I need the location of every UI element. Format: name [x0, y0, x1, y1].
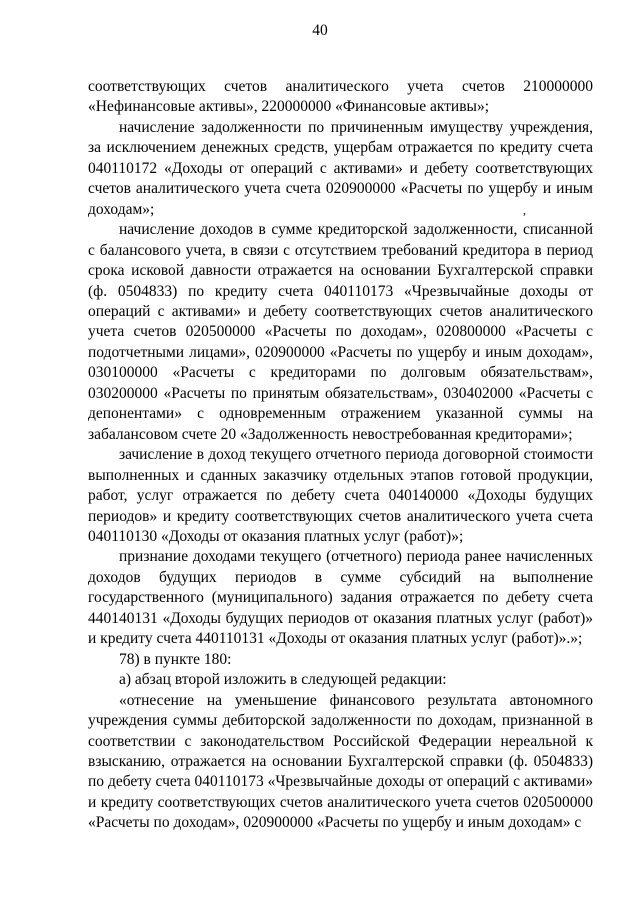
sub-item-a: а) абзац второй изложить в следующей редакции: — [119, 671, 447, 689]
paragraph: зачисление в доход текущего отчетного периода договорной стоимости выполненных и сданных заказчику отдельных этапов готовой продукции, работ, услуг отражается по дебету счета 040140000 «Доходы будущих периодов» и кредиту соответствующих счетов аналитического учета счета 040110130 «Доходы от оказания платных услуг (работ)»; — [88, 446, 593, 545]
document-body — [88, 77, 593, 834]
page-number: 40 — [312, 22, 328, 39]
list-item-78: 78) в пункте 180: — [119, 650, 232, 668]
quoted-paragraph: «отнесение на уменьшение финансового результата автономного учреждения суммы дебиторской задолженности по доходам, признанной в соответствии с законодательством Российской Федерации нереальной к взысканию, отражается на основании Бухгалтерской справки (ф. 0504833) по дебету счета 040110173 «Чрезвычайные доходы от операций с активами» и кредиту соответствующих счетов аналитического учета счетов 020500000 «Расчеты по доходам», 020900000 «Расчеты по ущербу и иным доходам» с — [88, 691, 593, 832]
paragraph: начисление задолженности по причиненным имуществу учреждения, за исключением денежных средств, ущербам отражается по кредиту счета 040110172 «Доходы от операций с активами» и дебету соответствующих счетов аналитического учета счета 020900000 «Расчеты по ущербу и иным доходам»; — [88, 118, 593, 218]
stray-mark: , — [523, 203, 526, 217]
paragraph-continuation: соответствующих счетов аналитического учета счетов 210000000 «Нефинансовые активы», 220000000 «Финансовые активы»; — [88, 78, 593, 116]
paragraph: признание доходами текущего (отчетного) периода ранее начисленных доходов будущих периодов в сумме субсидий на выполнение государственного (муниципального) задания отражается по дебету счета 440140131 «Доходы будущих периодов от оказания платных услуг (работ)» и кредиту счета 440110131 «Доходы от оказания платных услуг (работ)».»; — [88, 548, 593, 648]
paragraph: начисление доходов в сумме кредиторской задолженности, списанной с балансового учета, в связи с отсутствием требований кредитора в период срока исковой давности отражается на основании Бухгалтерской справки (ф. 0504833) по кредиту счета 040110173 «Чрезвычайные доходы от операций с активами» и дебету соответствующих счетов аналитического учета счетов 020500000 «Расчеты по доходам», 020800000 «Расчеты с подотчетными лицами», 020900000 «Расчеты по ущербу и иным доходам», 030100000 «Расчеты с кредиторами по долговым обязательствам», 030200000 «Расчеты по принятым обязательствам», 030402000 «Расчеты с депонентами» с одновременным отражением указанной суммы на забалансовом счете 20 «Задолженность невостребованная кредиторами»; — [88, 221, 593, 443]
